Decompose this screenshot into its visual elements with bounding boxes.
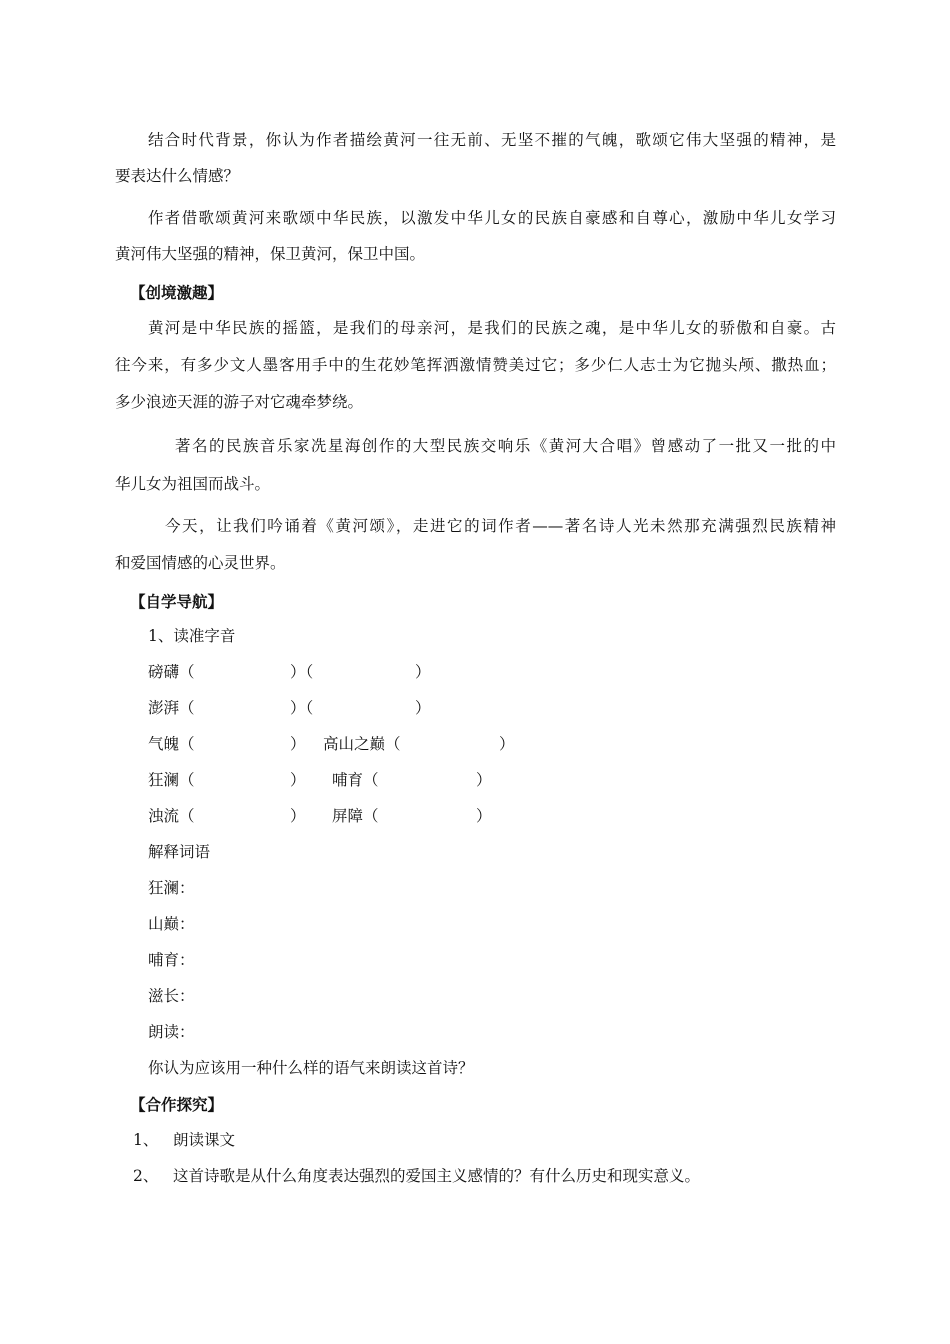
explain-words-title: 解释词语 xyxy=(148,843,211,861)
intro-answer-line2: 黄河伟大坚强的精神，保卫黄河，保卫中国。 xyxy=(115,245,426,263)
reading-title: 朗读： xyxy=(148,1023,195,1041)
intro-question-line1: 结合时代背景，你认为作者描绘黄河一往无前、无坚不摧的气魄，歌颂它伟大坚强的精神，是 xyxy=(148,131,836,149)
section-heading-zixue: 【自学导航】 xyxy=(130,593,224,611)
pinyin-word: 屏障（ xyxy=(332,807,379,825)
section1-p1-line3: 多少浪迹天涯的游子对它魂牵梦绕。 xyxy=(115,393,364,411)
list-item-number: 1、 xyxy=(133,1131,159,1149)
section1-p1-line1: 黄河是中华民族的摇篮，是我们的母亲河，是我们的民族之魂，是中华儿女的骄傲和自豪。古 xyxy=(148,319,836,337)
section1-p3-line2: 和爱国情感的心灵世界。 xyxy=(115,554,286,572)
pinyin-blank-close: ） xyxy=(415,663,431,681)
section1-p2-line1: 著名的民族音乐家冼星海创作的大型民族交响乐《黄河大合唱》曾感动了一批又一批的中 xyxy=(175,437,836,455)
pinyin-word: 浊流（ xyxy=(148,807,195,825)
pinyin-blank-close: ） xyxy=(290,807,306,825)
term-shandian: 山巅： xyxy=(148,915,195,933)
pinyin-blank-close: ）（ xyxy=(290,699,314,717)
intro-question-line2: 要表达什么情感？ xyxy=(115,167,240,185)
section1-p2-line2: 华儿女为祖国而战斗。 xyxy=(115,475,271,493)
pinyin-word: 澎湃（ xyxy=(148,699,195,717)
pinyin-word: 高山之巅（ xyxy=(323,735,401,753)
pinyin-blank-close: ） xyxy=(476,807,492,825)
term-kuanglan: 狂澜： xyxy=(148,879,195,897)
pinyin-word: 磅礴（ xyxy=(148,663,195,681)
term-zizhang: 滋长： xyxy=(148,987,195,1005)
pinyin-blank-close: ） xyxy=(476,771,492,789)
pinyin-blank-close: ） xyxy=(499,735,515,753)
pinyin-blank-close: ） xyxy=(290,771,306,789)
pinyin-blank-close: ） xyxy=(290,735,306,753)
list-item-text: 朗读课文 xyxy=(173,1131,236,1149)
list-item-number: 2、 xyxy=(133,1167,159,1185)
list-item-text: 这首诗歌是从什么角度表达强烈的爱国主义感情的？有什么历史和现实意义。 xyxy=(173,1167,701,1185)
pinyin-word: 狂澜（ xyxy=(148,771,195,789)
pinyin-word: 哺育（ xyxy=(332,771,379,789)
reading-question: 你认为应该用一种什么样的语气来朗读这首诗？ xyxy=(148,1059,474,1077)
section-heading-chuangjing: 【创境激趣】 xyxy=(130,284,224,302)
pinyin-word: 气魄（ xyxy=(148,735,195,753)
pinyin-blank-close: ） xyxy=(415,699,431,717)
pinyin-blank-close: ）（ xyxy=(290,663,314,681)
section1-p3-line1: 今天，让我们吟诵着《黄河颂》，走进它的词作者——著名诗人光未然那充满强烈民族精神 xyxy=(165,517,836,535)
section-heading-hezuo: 【合作探究】 xyxy=(130,1096,224,1114)
intro-answer-line1: 作者借歌颂黄河来歌颂中华民族，以激发中华儿女的民族自豪感和自尊心，激励中华儿女学习 xyxy=(148,209,836,227)
section1-p1-line2: 往今来，有多少文人墨客用手中的生花妙笔挥洒激情赞美过它；多少仁人志士为它抛头颅、撒热血； xyxy=(115,356,836,374)
item-read-pronunciation: 1、读准字音 xyxy=(148,627,236,645)
term-buyu: 哺育： xyxy=(148,951,195,969)
